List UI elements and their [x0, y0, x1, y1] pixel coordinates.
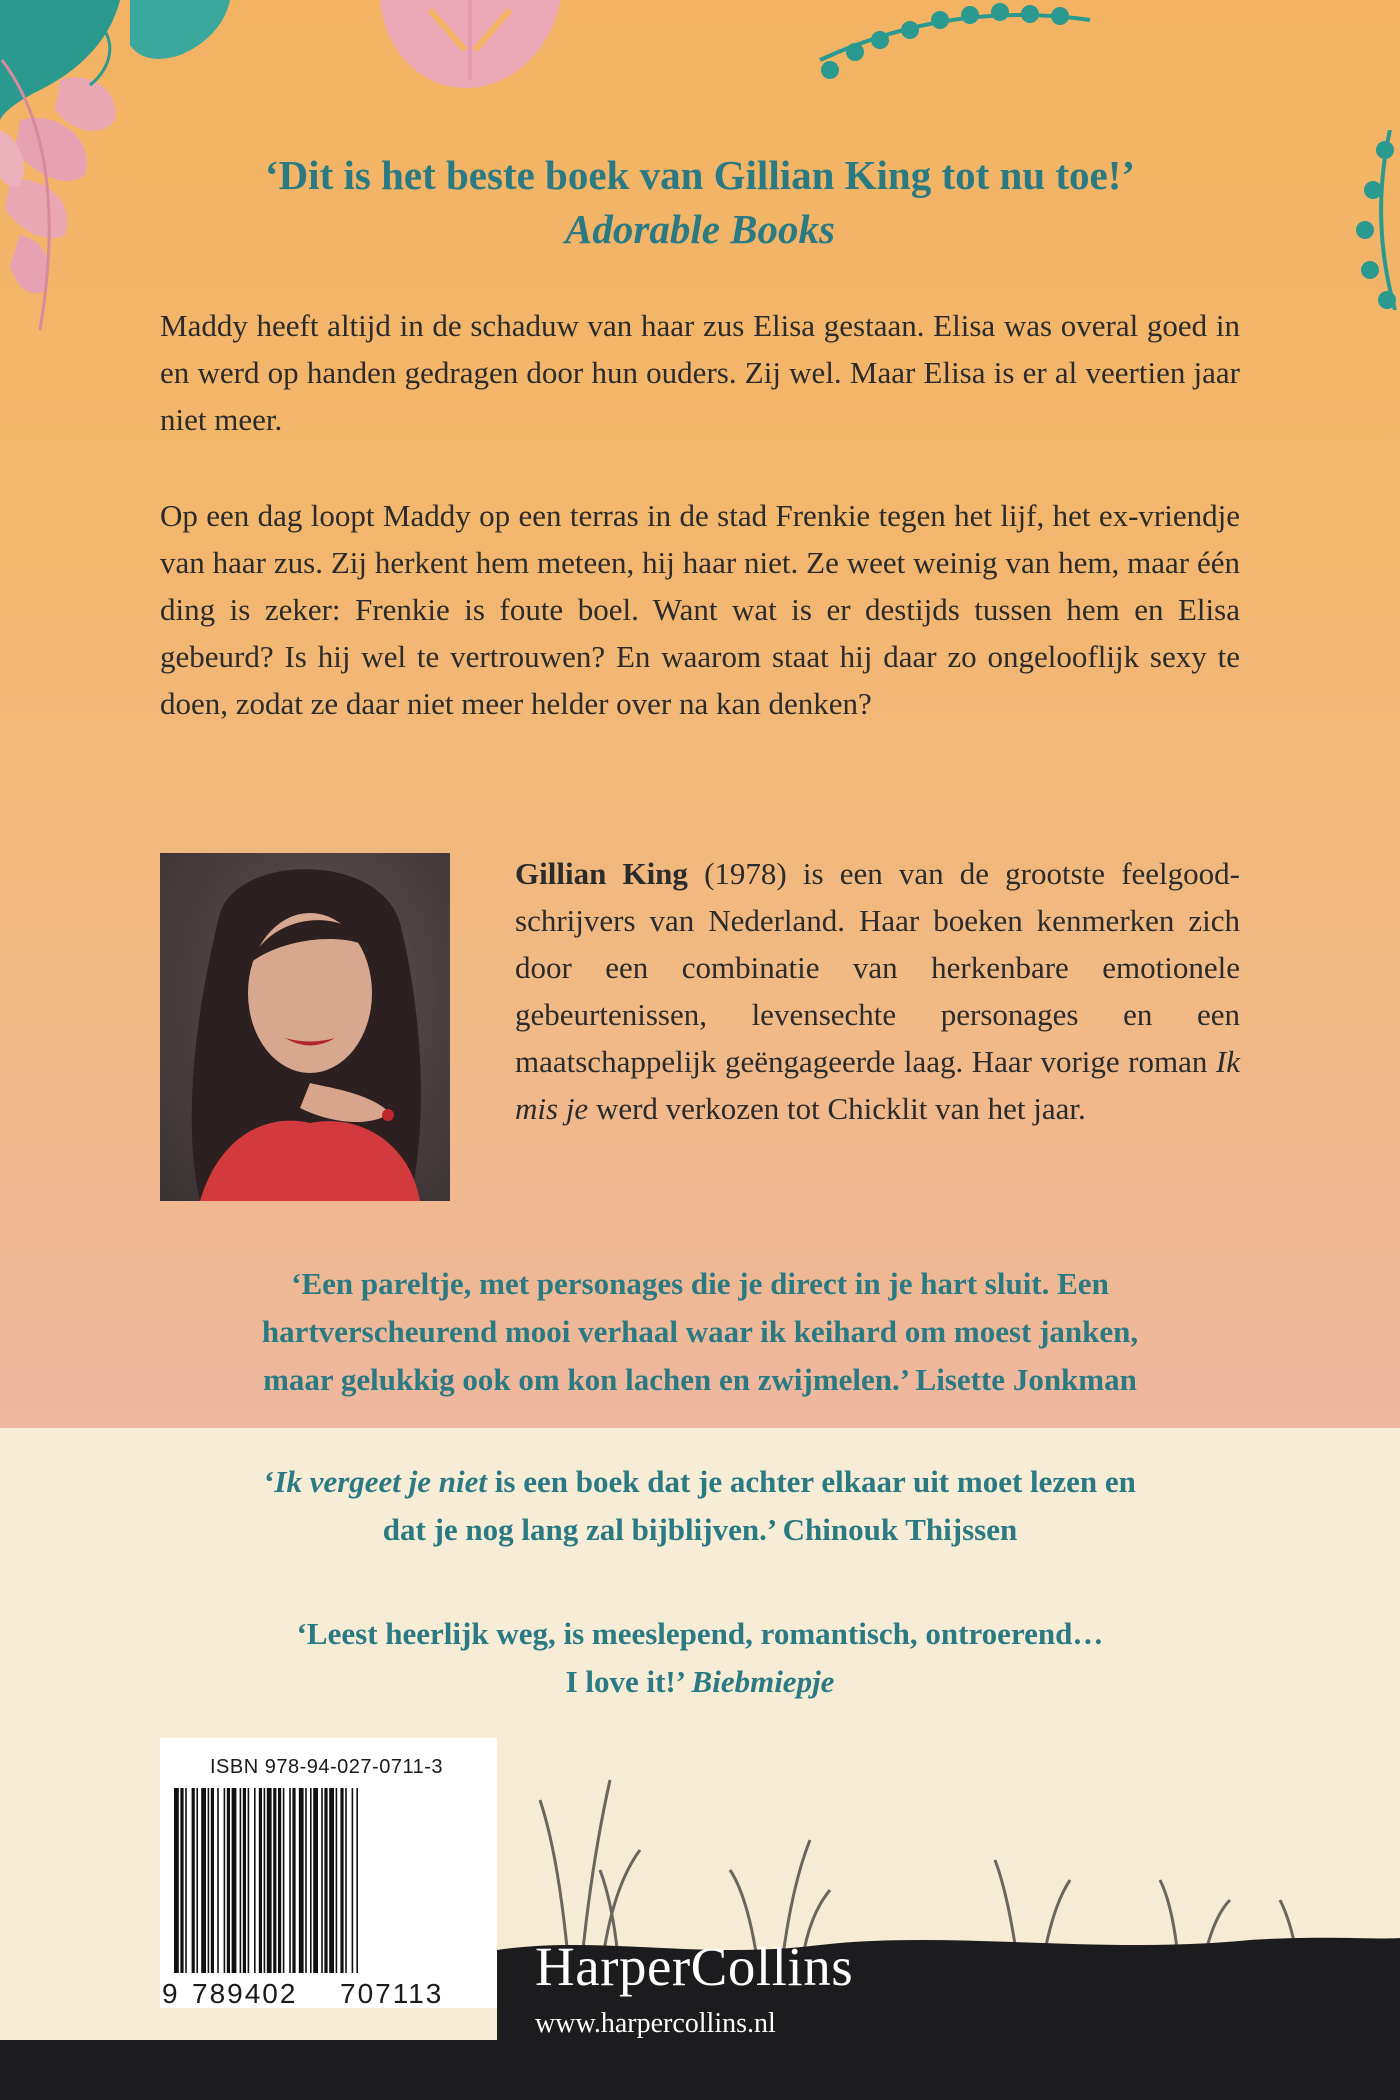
top-quote-source: Adorable Books — [565, 206, 835, 252]
barcode-bar — [201, 1788, 206, 1973]
author-bio-text-1: is een van de grootste feelgoodschrijvers van Nederland. Haar boeken kenmerken zich door een combinatie van herkenbare emotionele gebeurtenissen, levensechte personages en een maatschappelijk geëngageerde laag. Haar vorige roman — [515, 856, 1240, 1079]
barcode-bar — [240, 1788, 242, 1973]
barcode-bar — [289, 1788, 291, 1973]
blurb-2-line-1-rest: is een boek dat je achter elkaar uit moet lezen en — [487, 1464, 1136, 1499]
blurb-2-open-quote: ‘ — [264, 1464, 275, 1499]
blurb-3-line-1: ‘Leest heerlijk weg, is meeslepend, romantisch, ontroerend… — [296, 1616, 1104, 1651]
barcode-bar — [264, 1788, 266, 1973]
review-blurb-biebmiepje — [0, 1610, 1400, 1706]
barcode-bar — [267, 1788, 272, 1973]
synopsis-paragraph-2: Op een dag loopt Maddy op een terras in de stad Frenkie tegen het lijf, het ex-vriendje van haar zus. Zij herkent hem meteen, hij haar niet. Ze weet weinig van hem, maar één ding is zeker: Frenkie is foute boel. Want wat is er destijds tussen hem en Elisa gebeurd? Is hij wel te vertrouwen? En waarom staat hij daar zo ongelooflijk sexy te doen, zodat ze daar niet meer helder over na kan denken? — [160, 498, 1240, 721]
barcode-bar — [227, 1788, 230, 1973]
barcode-bar — [321, 1788, 323, 1973]
barcode-bar — [192, 1788, 195, 1973]
barcode-bar — [329, 1788, 334, 1973]
barcode-bar — [283, 1788, 285, 1973]
barcode-box — [160, 1738, 497, 2008]
barcode-digit-first: 9 — [162, 1978, 178, 2009]
barcode-bar — [324, 1788, 327, 1973]
top-quote — [0, 148, 1400, 256]
barcode-digits-right: 707113 — [340, 1978, 444, 2009]
barcode-bar — [217, 1788, 219, 1973]
garland-decoration-top-right — [800, 0, 1100, 90]
publisher-url: www.harpercollins.nl — [535, 2008, 776, 2039]
barcode-bar — [305, 1788, 307, 1973]
author-photo — [160, 853, 450, 1201]
author-portrait-illustration — [160, 853, 450, 1201]
barcode-bar — [224, 1788, 226, 1973]
barcode-bar — [208, 1788, 210, 1973]
barcode-bar — [259, 1788, 262, 1973]
barcode-bar — [313, 1788, 318, 1973]
blurb-2-line-2: dat je nog lang zal bijblijven.’ Chinouk Thijssen — [382, 1512, 1018, 1547]
publisher-logo-text: HarperCollins — [535, 1936, 854, 1997]
barcode-bar — [248, 1788, 250, 1973]
author-bio — [515, 850, 1240, 1132]
barcode-bar — [196, 1788, 198, 1973]
barcode-bar — [345, 1788, 347, 1973]
barcode-bar — [273, 1788, 276, 1973]
blurb-3-line-2-text: I love it!’ — [565, 1664, 692, 1699]
barcode-bar — [211, 1788, 214, 1973]
top-quote-text: ‘Dit is het beste boek van Gillian King tot nu toe!’ — [264, 152, 1136, 198]
blurb-1-line-3: maar gelukkig ook om kon lachen en zwijmelen.’ Lisette Jonkman — [263, 1362, 1137, 1397]
review-blurb-jonkman — [0, 1260, 1400, 1404]
author-name: Gillian King — [515, 856, 688, 891]
synopsis-paragraph-1: Maddy heeft altijd in de schaduw van haar zus Elisa gestaan. Elisa was overal goed in en werd op handen gedragen door hun ouders. Zij wel. Maar Elisa is er al veertien jaar niet meer. — [160, 308, 1240, 437]
previous-book-title: Ik mis je — [515, 1044, 1240, 1126]
barcode-bar — [340, 1788, 343, 1973]
barcode-bar — [278, 1788, 281, 1973]
blurb-1-line-2: hartverscheurend mooi verhaal waar ik keihard om moest janken, — [261, 1314, 1139, 1349]
barcode-bars — [174, 1788, 484, 1978]
barcode-digits-left: 789402 — [192, 1978, 298, 2009]
barcode-bar — [254, 1788, 256, 1973]
author-birth-year: (1978) — [687, 856, 803, 891]
barcode-bar — [180, 1788, 183, 1973]
barcode-bar — [243, 1788, 246, 1973]
blurb-1-line-1: ‘Een pareltje, met personages die je direct in je hart sluit. Een — [291, 1266, 1109, 1301]
monstera-leaf-decoration — [370, 0, 570, 100]
author-bio-text-2: werd verkozen tot Chicklit van het jaar. — [588, 1091, 1086, 1126]
blurb-3-source: Biebmiepje — [691, 1664, 835, 1699]
barcode-bar — [356, 1788, 358, 1973]
review-blurb-thijssen — [0, 1458, 1400, 1554]
barcode-bar — [352, 1788, 354, 1973]
barcode-bar — [299, 1788, 304, 1973]
barcode-bar — [174, 1788, 179, 1973]
barcode-bar — [336, 1788, 338, 1973]
barcode-bar — [310, 1788, 312, 1973]
barcode-bar — [232, 1788, 237, 1973]
isbn-label: ISBN 978-94-027-0711-3 — [210, 1756, 443, 1778]
barcode-bar — [292, 1788, 295, 1973]
book-title-ref: Ik vergeet je niet — [274, 1464, 488, 1499]
barcode-bar — [185, 1788, 187, 1973]
blurb-2-line-1 — [0, 1458, 1400, 1506]
blurb-3-line-2 — [0, 1658, 1400, 1706]
